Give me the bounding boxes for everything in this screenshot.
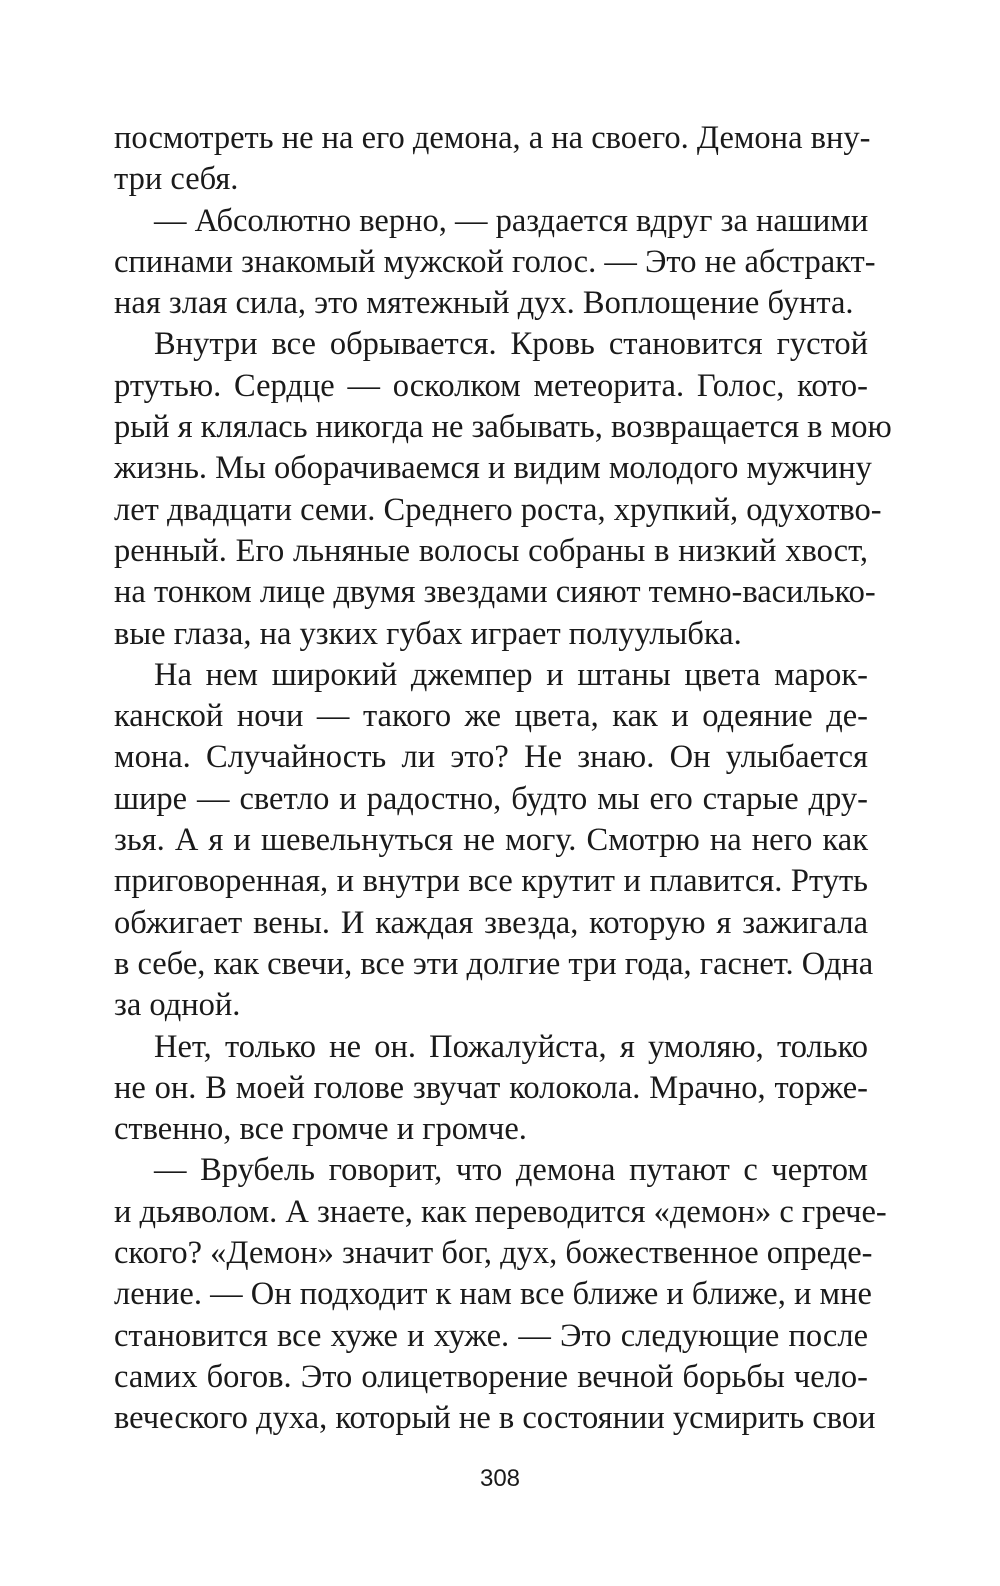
text-line: На нем широкий джемпер и штаны цвета марок- [154,656,868,693]
text-line: спинами знакомый мужской голос. — Это не абстракт- [114,243,876,280]
text-line: ление. — Он подходит к нам все ближе и ближе, и мне [114,1276,872,1313]
text-line: ртутью. Сердце — осколком метеорита. Голос, кото- [114,367,868,404]
text-line: Внутри все обрывается. Кровь становится густой [154,326,868,363]
body-text [114,118,892,1440]
text-line: не он. В моей голове звучат колокола. Мрачно, торже- [114,1069,868,1106]
text-line: веческого духа, который не в состоянии усмирить свои [114,1400,876,1437]
text-line: три себя. [114,161,239,198]
text-line: лет двадцати семи. Среднего роста, хрупкий, одухотво- [114,491,882,528]
text-line: и дьяволом. А знаете, как переводится «демон» с грече- [114,1193,887,1230]
text-line: становится все хуже и хуже. — Это следующие после [114,1317,868,1354]
text-line: канской ночи — такого же цвета, как и одеяние де- [114,698,868,735]
text-line: ственно, все громче и громче. [114,1111,527,1148]
text-line: Нет, только не он. Пожалуйста, я умоляю, только [154,1028,868,1065]
text-line: ренный. Его льняные волосы собраны в низкий хвост, [114,532,868,569]
text-line: мона. Случайность ли это? Не знаю. Он улыбается [114,739,868,776]
text-line: шире — светло и радостно, будто мы его старые дру- [114,780,868,817]
text-line: ная злая сила, это мятежный дух. Воплощение бунта. [114,285,854,322]
text-line: посмотреть не на его демона, а на своего. Демона вну- [114,120,871,156]
page-number: 308 [479,1465,521,1492]
text-line: за одной. [114,987,241,1024]
text-line: в себе, как свечи, все эти долгие три года, гаснет. Одна [114,945,874,982]
text-line: приговоренная, и внутри все крутит и плавится. Ртуть [114,863,868,900]
text-line: — Врубель говорит, что демона путают с чертом [154,1152,868,1189]
text-line: жизнь. Мы оборачиваемся и видим молодого мужчину [114,450,872,487]
text-line: самих богов. Это олицетворение вечной борьбы чело- [114,1358,868,1395]
text-line: зья. А я и шевельнуться не могу. Смотрю на него как [114,822,868,859]
text-line: на тонком лице двумя звездами сияют темно-василько- [114,574,876,611]
text-line: обжигает вены. И каждая звезда, которую я зажигала [114,904,868,941]
text-line: рый я клялась никогда не забывать, возвращается в мою [114,409,892,446]
text-line: — Абсолютно верно, — раздается вдруг за нашими [154,202,869,239]
text-line: вые глаза, на узких губах играет полуулыбка. [114,615,742,652]
text-line: ского? «Демон» значит бог, дух, божественное опреде- [114,1235,873,1272]
